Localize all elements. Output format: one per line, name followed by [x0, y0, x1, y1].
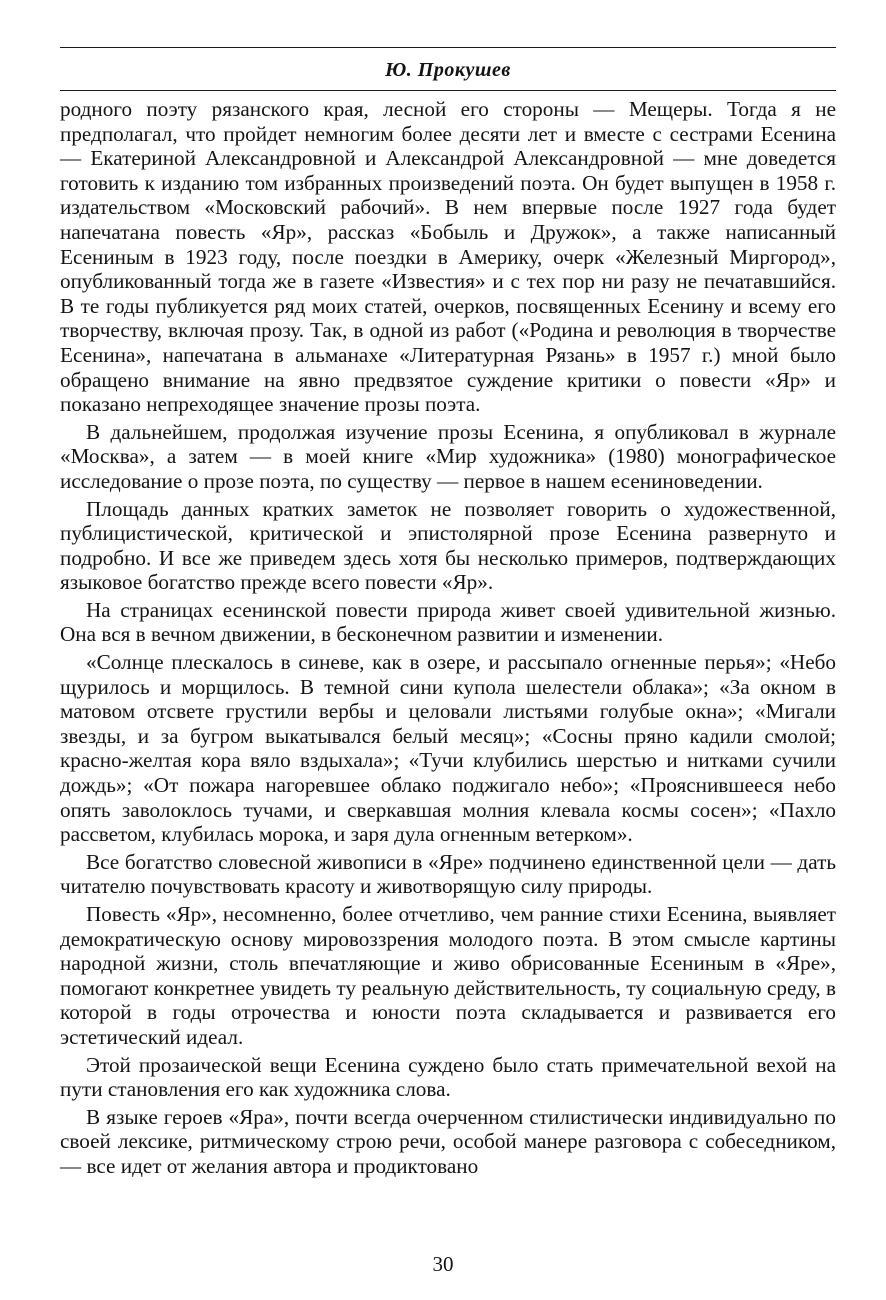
page-number: 30 [432, 1252, 454, 1276]
paragraph: Площадь данных кратких заметок не позволяет говорить о художественной, публицистической, критической и эпистолярной прозе Есенина развернуто и подробно. И все же приведем здесь хотя бы несколько примеров, подтверждающих языковое богатство прежде всего повести «Яр». [60, 496, 836, 595]
paragraph: В дальнейшем, продолжая изучение прозы Есенина, я опубликовал в журнале «Москва», а затем — в моей книге «Мир художника» (1980) монографическое исследование о прозе поэта, по существу — первое в нашем есениноведении. [60, 419, 836, 493]
body-text [60, 97, 836, 1179]
paragraph: В языке героев «Яра», почти всегда очерченном стилистически индивидуально по своей лексике, ритмическому строю речи, особой манере разговора с собеседником, — все идет от желания автора и продиктовано [60, 1104, 836, 1178]
header-rule [60, 90, 836, 91]
running-head: Ю. Прокушев [385, 59, 511, 81]
page [60, 47, 836, 1182]
paragraph: родного поэту рязанского края, лесной его стороны — Мещеры. Тогда я не предполагал, что пройдет немногим более десяти лет и вместе с сестрами Есенина — Екатериной Александровной и Александрой Александровной — мне доведется готовить к изданию том избранных произведений поэта. Он будет выпущен в 1958 г. издательством «Московский рабочий». В нем впервые после 1927 года будет напечатана повесть «Яр», рассказ «Бобыль и Дружок», а также написанный Есениным в 1923 году, после поездки в Америку, очерк «Железный Миргород», опубликованный тогда же в газете «Известия» и с тех пор ни разу не печатавшийся. В те годы публикуется ряд моих статей, очерков, посвященных Есенину и всему его творчеству, включая прозу. Так, в одной из работ («Родина и революция в творчестве Есенина», напечатана в альманахе «Литературная Рязань» в 1957 г.) мной было обращено внимание на явно предвзятое суждение критики о повести «Яр» и показано непреходящее значение прозы поэта. [60, 97, 836, 417]
paragraph: Этой прозаической вещи Есенина суждено было стать примечательной вехой на пути становления его как художника слова. [60, 1052, 836, 1102]
paragraph: Все богатство словесной живописи в «Яре» подчинено единственной цели — дать читателю почувствовать красоту и животворящую силу природы. [60, 849, 836, 899]
paragraph: «Солнце плескалось в синеве, как в озере, и рассыпало огненные перья»; «Небо щурилось и морщилось. В темной сини купола шелестели облака»; «За окном в матовом отсвете грустили вербы и целовали листьями голубые окна»; «Мигали звезды, и за бугром выкатывался белый месяц»; «Сосны пряно кадили смолой; красно-желтая кора вяло вздыхала»; «Тучи клубились шерстью и нитками сучили дождь»; «От пожара нагоревшее облако поджигало небо»; «Прояснившееся небо опять заволоклось тучами, и сверкавшая молния клевала космы сосен»; «Пахло рассветом, клубилась морока, и заря дула огненным ветерком». [60, 650, 836, 847]
paragraph: На страницах есенинской повести природа живет своей удивительной жизнью. Она вся в вечном движении, в бесконечном развитии и изменении. [60, 597, 836, 647]
paragraph: Повесть «Яр», несомненно, более отчетливо, чем ранние стихи Есенина, выявляет демократическую основу мировоззрения молодого поэта. В этом смысле картины народной жизни, столь впечатляющие и живо обрисованные Есениным в «Яре», помогают конкретнее увидеть ту реальную действительность, ту социальную среду, в которой в годы отрочества и юности поэта складывается и развивается его эстетический идеал. [60, 902, 836, 1049]
